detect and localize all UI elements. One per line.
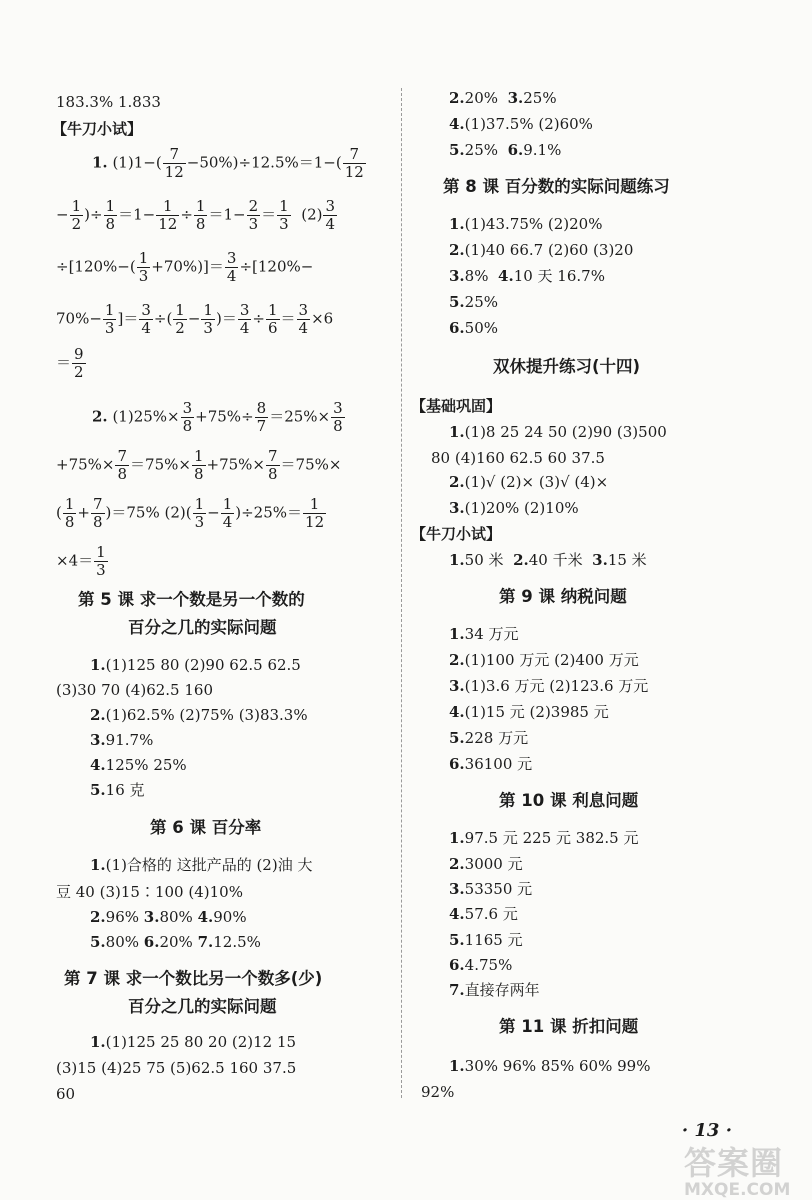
l6-answer-1-cont: 豆 40 (3)15∶100 (4)10% — [56, 883, 243, 901]
l10-answer-1 — [449, 828, 638, 848]
fraction — [266, 448, 280, 483]
denominator: 4 — [226, 267, 237, 285]
math-text: ＝1− — [208, 205, 246, 224]
answer-text: 228 万元 — [464, 729, 529, 747]
denominator: 8 — [333, 417, 343, 435]
item-number: 5. — [449, 293, 465, 311]
math-text: ×6 — [311, 309, 334, 328]
math-text: (2) — [301, 205, 323, 224]
lesson-7-title-line-2: 百分之几的实际问题 — [128, 997, 277, 1016]
denominator: 4 — [141, 319, 151, 337]
item-number: 5. — [449, 931, 465, 949]
fraction — [193, 496, 207, 531]
answer-text: (1)15 元 (2)3985 元 — [464, 703, 609, 721]
q2-line-3 — [56, 496, 327, 531]
numerator: 1 — [71, 197, 82, 215]
numerator: 3 — [182, 399, 193, 417]
r-answers-2-3 — [449, 88, 557, 108]
answer-text: 12.5% — [213, 933, 261, 951]
answer-text: 80% — [159, 908, 193, 926]
numerator: 1 — [194, 495, 205, 513]
answer-text: (1)8 25 24 50 (2)90 (3)500 — [464, 423, 667, 441]
fraction — [173, 302, 187, 337]
answer-text: 8% — [464, 267, 489, 285]
numerator: 8 — [256, 399, 267, 417]
item-number: 4. — [449, 115, 465, 133]
w-answer-3 — [449, 498, 579, 518]
numerator: 1 — [64, 495, 75, 513]
numerator: 7 — [92, 495, 103, 513]
fraction — [139, 302, 153, 337]
weekend-practice-title: 双休提升练习(十四) — [493, 357, 641, 376]
l5-answer-4 — [90, 755, 187, 775]
l9-answer-6 — [449, 754, 532, 774]
answer-text: 97.5 元 225 元 382.5 元 — [464, 829, 639, 847]
fraction — [163, 146, 186, 181]
l11-answer-1 — [449, 1056, 650, 1076]
watermark-logo-text: 答案圈 — [684, 1144, 784, 1182]
numerator: 1 — [203, 301, 213, 319]
item-number: 6. — [449, 956, 465, 974]
item-number: 1. — [90, 1033, 106, 1051]
numerator: 1 — [267, 301, 278, 319]
answer-text: 80% — [105, 933, 140, 951]
fraction — [72, 346, 86, 381]
numerator: 3 — [325, 197, 336, 215]
fraction — [194, 198, 208, 233]
lesson-5-title-line-1: 第 5 课 求一个数是另一个数的 — [78, 590, 305, 609]
numerator: 3 — [226, 249, 237, 267]
math-text: ＝ — [280, 309, 296, 328]
answer-text: 20% — [159, 933, 193, 951]
q2-line-4 — [56, 544, 109, 579]
l6-answers-2-4 — [90, 907, 247, 927]
fraction — [221, 496, 235, 531]
item-number: 2. — [449, 473, 465, 491]
item-number: 3. — [507, 89, 524, 107]
answer-text: 40 千米 — [528, 551, 583, 569]
item-number: 1. — [449, 423, 465, 441]
item-number: 1. — [90, 856, 106, 874]
answer-text: 直接存两年 — [464, 981, 540, 999]
fraction — [255, 400, 269, 435]
item-number: 2. — [449, 855, 465, 873]
q1-line-2 — [56, 198, 338, 233]
item-number: 6. — [449, 319, 465, 337]
answer-text: (1)√ (2)× (3)√ (4)× — [464, 473, 609, 491]
item-number: 5. — [449, 729, 465, 747]
lesson-10-title: 第 10 课 利息问题 — [499, 791, 639, 810]
w-answer-1 — [449, 422, 667, 442]
item-number: 4. — [449, 905, 465, 923]
l8-answer-6 — [449, 318, 498, 338]
l8-answer-2 — [449, 240, 633, 260]
answer-text: 50 米 — [464, 551, 504, 569]
item-number: 1. — [449, 625, 465, 643]
watermark-logo — [684, 1138, 804, 1200]
answer-text: (1)40 66.7 (2)60 (3)20 — [464, 241, 634, 259]
answer-text: 20% — [464, 89, 499, 107]
w-answer-1-cont: 80 (4)160 62.5 60 37.5 — [431, 449, 605, 467]
denominator: 8 — [64, 513, 75, 531]
item-number: 2. — [449, 651, 465, 669]
lesson-11-title: 第 11 课 折扣问题 — [499, 1017, 639, 1036]
section-bracket-jichu: 【基础巩固】 — [411, 397, 502, 415]
denominator: 4 — [239, 319, 250, 337]
q1-line-5 — [56, 346, 87, 381]
fraction — [192, 448, 206, 483]
l7-answer-1-cont: (3)15 (4)25 75 (5)62.5 160 37.5 — [56, 1059, 297, 1077]
answer-text: (1)3.6 万元 (2)123.6 万元 — [464, 677, 649, 695]
answer-text: 125% 25% — [105, 756, 187, 774]
fraction — [323, 198, 337, 233]
fraction — [201, 302, 215, 337]
math-text: +75%× — [56, 455, 115, 474]
l9-answer-3 — [449, 676, 648, 696]
denominator: 8 — [92, 513, 103, 531]
fraction — [277, 198, 291, 233]
l10-answer-5 — [449, 930, 523, 950]
answer-text: 50% — [464, 319, 499, 337]
denominator: 2 — [74, 363, 84, 381]
l8-answer-1 — [449, 214, 602, 234]
answer-text: 30% 96% 85% 60% 99% — [464, 1057, 651, 1075]
l10-answer-3 — [449, 879, 532, 899]
l6-answers-5-7 — [90, 932, 261, 952]
l5-answer-2 — [90, 705, 308, 725]
fraction — [63, 496, 77, 531]
q2-line-2 — [56, 448, 341, 483]
item-number: 4. — [90, 756, 106, 774]
math-text: ÷[120%− — [239, 257, 314, 276]
numerator: 1 — [195, 197, 206, 215]
denominator: 3 — [138, 267, 149, 285]
l8-answer-5 — [449, 292, 498, 312]
item-number: 3. — [143, 908, 160, 926]
lesson-5-title-line-2: 百分之几的实际问题 — [128, 618, 277, 637]
l8-answers-3-4 — [449, 266, 605, 286]
numerator: 1 — [193, 447, 204, 465]
l9-answer-5 — [449, 728, 528, 748]
fraction — [156, 198, 179, 233]
math-text: ＝1− — [118, 205, 156, 224]
item-number: 4. — [197, 908, 214, 926]
l5-answer-1 — [90, 655, 301, 675]
denominator: 8 — [117, 465, 128, 483]
r-answers-5-6 — [449, 140, 561, 160]
watermark-url: MXQE.COM — [684, 1180, 791, 1200]
item-number: 5. — [90, 781, 106, 799]
item-number: 3. — [90, 731, 106, 749]
page-number: · 13 · — [681, 1120, 732, 1141]
fraction — [94, 544, 108, 579]
denominator: 3 — [194, 513, 205, 531]
item-number: 5. — [449, 141, 465, 159]
denominator: 12 — [305, 513, 325, 531]
item-number: 2. — [513, 551, 529, 569]
math-text: ×4＝ — [56, 551, 94, 570]
answer-text: 96% — [105, 908, 140, 926]
fraction — [137, 250, 151, 285]
fraction — [115, 448, 129, 483]
item-number: 3. — [449, 880, 465, 898]
math-text: ＝75%× — [130, 455, 191, 474]
fraction — [103, 302, 117, 337]
numerator: 3 — [333, 399, 343, 417]
answer-text: (1)43.75% (2)20% — [464, 215, 603, 233]
n-answers — [449, 550, 647, 570]
answer-text: 25% — [523, 89, 557, 107]
numerator: 7 — [267, 447, 278, 465]
math-text: ]＝ — [117, 309, 139, 328]
item-number: 5. — [90, 933, 106, 951]
math-text: (1)25%× — [112, 407, 180, 426]
numerator: 7 — [343, 146, 366, 164]
math-text: (1)1−( — [112, 153, 162, 172]
answer-text: 36100 元 — [464, 755, 533, 773]
item-number: 2. — [90, 706, 106, 724]
item-number: 3. — [592, 551, 608, 569]
answer-text: 91.7% — [105, 731, 154, 749]
math-text: )＝ — [215, 309, 237, 328]
math-text: )÷25%＝ — [235, 503, 303, 522]
denominator: 8 — [267, 465, 278, 483]
math-text: ( — [56, 503, 62, 522]
item-number: 4. — [498, 267, 514, 285]
top-line: 183.3% 1.833 — [56, 93, 161, 111]
math-text: − — [207, 503, 220, 522]
math-text: +70%)]＝ — [151, 257, 224, 276]
numerator: 9 — [74, 345, 84, 363]
numerator: 3 — [298, 301, 309, 319]
answer-text: (1)125 25 80 20 (2)12 15 — [105, 1033, 297, 1051]
fraction — [331, 400, 345, 435]
numerator: 2 — [248, 197, 259, 215]
answer-text: 1165 元 — [464, 931, 523, 949]
r-answer-4 — [449, 114, 593, 134]
numerator: 1 — [105, 197, 116, 215]
answer-text: 25% — [464, 293, 499, 311]
item-number: 1. — [90, 656, 106, 674]
math-text: ÷[120%−( — [56, 257, 136, 276]
item-number: 2. — [449, 241, 465, 259]
denominator: 2 — [175, 319, 185, 337]
w-answer-2 — [449, 472, 608, 492]
answer-text: 9.1% — [523, 141, 562, 159]
l9-answer-4 — [449, 702, 609, 722]
denominator: 8 — [182, 417, 193, 435]
denominator: 6 — [267, 319, 278, 337]
q1-line-4 — [56, 302, 333, 337]
denominator: 8 — [193, 465, 204, 483]
math-text: ÷ — [252, 309, 265, 328]
l5-answer-5 — [90, 780, 145, 800]
l10-answer-6 — [449, 955, 512, 975]
q1-line-3 — [56, 250, 313, 285]
denominator: 12 — [164, 163, 184, 181]
fraction — [266, 302, 280, 337]
denominator: 3 — [248, 215, 259, 233]
item-number: 7. — [197, 933, 214, 951]
denominator: 3 — [279, 215, 289, 233]
lesson-9-title: 第 9 课 纳税问题 — [499, 587, 627, 606]
fraction — [225, 250, 239, 285]
q2-line-1 — [92, 400, 346, 435]
numerator: 3 — [239, 301, 250, 319]
l10-answer-4 — [449, 904, 518, 924]
numerator: 1 — [156, 198, 179, 216]
answer-text: (1)合格的 这批产品的 (2)油 大 — [105, 856, 313, 874]
math-text: 70%− — [56, 309, 102, 328]
math-text: ＝75%× — [280, 455, 342, 474]
fraction — [91, 496, 105, 531]
numerator: 7 — [117, 447, 128, 465]
l7-answer-1 — [90, 1032, 296, 1052]
math-text: + — [77, 503, 90, 522]
l9-answer-1 — [449, 624, 519, 644]
numerator: 1 — [175, 301, 185, 319]
l10-answer-2 — [449, 854, 523, 874]
answer-text: (1)62.5% (2)75% (3)83.3% — [105, 706, 308, 724]
answer-text: 57.6 元 — [464, 905, 518, 923]
math-text: ÷ — [180, 205, 193, 224]
q1-line-1 — [92, 146, 367, 181]
fraction — [70, 198, 84, 233]
l11-answer-1-cont: 92% — [421, 1083, 455, 1101]
item-number: 6. — [143, 933, 160, 951]
denominator: 4 — [222, 513, 233, 531]
math-text: ＝ — [56, 353, 72, 372]
denominator: 4 — [298, 319, 309, 337]
denominator: 8 — [195, 215, 206, 233]
denominator: 3 — [104, 319, 115, 337]
l7-answer-1-cont-2: 60 — [56, 1085, 76, 1103]
answer-text: 3000 元 — [464, 855, 523, 873]
answer-text: (1)20% (2)10% — [464, 499, 579, 517]
numerator: 1 — [96, 543, 106, 561]
item-number: 4. — [449, 703, 465, 721]
item-number: 2. — [449, 89, 465, 107]
math-text: ÷( — [153, 309, 173, 328]
lesson-6-title: 第 6 课 百分率 — [150, 818, 262, 837]
fraction — [104, 198, 118, 233]
numerator: 1 — [303, 496, 326, 514]
lesson-7-title-line-1: 第 7 课 求一个数比另一个数多(少) — [64, 969, 323, 988]
answer-text: (1)100 万元 (2)400 万元 — [464, 651, 639, 669]
section-bracket-niudao: 【牛刀小试】 — [52, 120, 143, 138]
numerator: 7 — [163, 146, 186, 164]
denominator: 3 — [203, 319, 213, 337]
math-text: )＝75% (2)( — [105, 503, 192, 522]
answer-text: 16 克 — [105, 781, 145, 799]
l10-answer-7 — [449, 980, 540, 1000]
answer-text: 25% — [464, 141, 499, 159]
math-text: )÷ — [84, 205, 103, 224]
column-divider — [401, 88, 402, 1098]
answer-text: (1)125 80 (2)90 62.5 62.5 — [105, 656, 301, 674]
numerator: 1 — [279, 197, 289, 215]
denominator: 12 — [158, 215, 178, 233]
item-number: 1. — [449, 215, 465, 233]
item-number: 1. — [449, 551, 465, 569]
q1-label: 1. — [92, 153, 108, 172]
item-number: 3. — [449, 499, 465, 517]
item-number: 3. — [449, 267, 465, 285]
math-text: +75%÷ — [195, 407, 254, 426]
answer-text: 10 天 16.7% — [513, 267, 605, 285]
fraction — [303, 496, 326, 531]
l9-answer-2 — [449, 650, 639, 670]
math-text: − — [187, 309, 201, 328]
item-number: 2. — [90, 908, 106, 926]
fraction — [238, 302, 252, 337]
math-text: ＝25%× — [269, 407, 331, 426]
q2-label: 2. — [92, 407, 108, 426]
fraction — [181, 400, 195, 435]
item-number: 6. — [449, 755, 465, 773]
math-text: +75%× — [206, 455, 265, 474]
math-text: ＝ — [261, 205, 277, 224]
answer-text: 53350 元 — [464, 880, 533, 898]
fraction — [343, 146, 366, 181]
answer-text: 4.75% — [464, 956, 513, 974]
math-text: −50%)÷12.5%＝1−( — [186, 153, 342, 172]
l6-answer-1 — [90, 855, 312, 875]
answer-text: 90% — [213, 908, 247, 926]
l5-answer-3 — [90, 730, 153, 750]
denominator: 3 — [96, 561, 106, 579]
item-number: 7. — [449, 981, 465, 999]
denominator: 7 — [256, 417, 267, 435]
math-text: − — [56, 205, 69, 224]
l5-answer-1-cont: (3)30 70 (4)62.5 160 — [56, 681, 214, 699]
answer-text: 34 万元 — [464, 625, 519, 643]
lesson-8-title: 第 8 课 百分数的实际问题练习 — [443, 177, 670, 196]
section-bracket-niudao-2: 【牛刀小试】 — [411, 525, 502, 543]
item-number: 1. — [449, 1057, 465, 1075]
denominator: 2 — [71, 215, 82, 233]
item-number: 6. — [507, 141, 524, 159]
denominator: 4 — [325, 215, 336, 233]
item-number: 1. — [449, 829, 465, 847]
denominator: 8 — [105, 215, 116, 233]
item-number: 3. — [449, 677, 465, 695]
answer-text: (1)37.5% (2)60% — [464, 115, 593, 133]
numerator: 1 — [222, 495, 233, 513]
fraction — [247, 198, 261, 233]
numerator: 3 — [141, 301, 151, 319]
numerator: 1 — [104, 301, 115, 319]
answer-text: 15 米 — [607, 551, 647, 569]
fraction — [297, 302, 311, 337]
numerator: 1 — [138, 249, 149, 267]
denominator: 12 — [344, 163, 364, 181]
